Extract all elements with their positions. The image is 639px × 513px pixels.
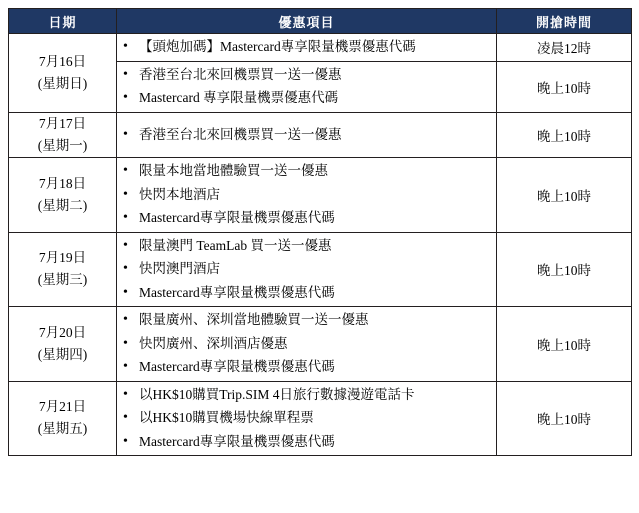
table-header <box>9 9 632 34</box>
date-line-primary: 7月19日 <box>38 250 87 266</box>
offer-items-cell <box>117 158 497 233</box>
date-cell <box>9 381 117 456</box>
list-item: • 以HK$10購買機場快線單程票 <box>117 408 496 429</box>
table-row <box>9 158 632 233</box>
table-row <box>9 112 632 158</box>
offer-items-cell <box>117 307 497 382</box>
offer-item-list <box>117 161 496 229</box>
date-cell <box>9 34 117 113</box>
column-header-start-time: 開搶時間 <box>497 9 632 34</box>
date-line-weekday: (星期四) <box>37 346 88 362</box>
date-line-weekday: (星期五) <box>37 421 88 437</box>
offer-item-list <box>117 65 496 109</box>
promo-schedule-table <box>8 8 632 456</box>
start-time-cell: 晚上10時 <box>497 232 632 307</box>
list-item: • 【頭炮加碼】Mastercard專享限量機票優惠代碼 <box>117 37 496 58</box>
date-line-primary: 7月21日 <box>38 399 87 415</box>
table-row <box>9 307 632 382</box>
start-time-cell: 凌晨12時 <box>497 34 632 62</box>
start-time-cell: 晚上10時 <box>497 112 632 158</box>
table-row <box>9 381 632 456</box>
table-row <box>9 232 632 307</box>
list-item: • Mastercard專享限量機票優惠代碼 <box>117 283 496 304</box>
list-item: • Mastercard專享限量機票優惠代碼 <box>117 357 496 378</box>
date-line-primary: 7月17日 <box>38 115 87 131</box>
list-item: • 快閃廣州、深圳酒店優惠 <box>117 334 496 355</box>
start-time-cell: 晚上10時 <box>497 158 632 233</box>
column-header-date: 日期 <box>9 9 117 34</box>
list-item: • Mastercard專享限量機票優惠代碼 <box>117 208 496 229</box>
table-body <box>9 34 632 456</box>
offer-items-cell <box>117 61 497 112</box>
list-item: • Mastercard專享限量機票優惠代碼 <box>117 432 496 453</box>
date-cell <box>9 232 117 307</box>
date-line-weekday: (星期三) <box>37 272 88 288</box>
list-item: • 香港至台北來回機票買一送一優惠 <box>117 125 496 146</box>
list-item: • 快閃本地酒店 <box>117 185 496 206</box>
date-line-primary: 7月18日 <box>38 175 87 191</box>
date-cell <box>9 112 117 158</box>
start-time-cell: 晚上10時 <box>497 61 632 112</box>
list-item: • 以HK$10購買Trip.SIM 4日旅行數據漫遊電話卡 <box>117 385 496 406</box>
date-line-primary: 7月20日 <box>38 324 87 340</box>
date-line-weekday: (星期二) <box>37 197 88 213</box>
offer-item-list <box>117 236 496 304</box>
table-row <box>9 34 632 62</box>
date-line-weekday: (星期日) <box>37 75 88 91</box>
column-header-offer-items: 優惠項目 <box>117 9 497 34</box>
list-item: • 限量澳門 TeamLab 買一送一優惠 <box>117 236 496 257</box>
offer-items-cell <box>117 34 497 62</box>
offer-item-list <box>117 310 496 378</box>
list-item: • 香港至台北來回機票買一送一優惠 <box>117 65 496 86</box>
offer-items-cell <box>117 112 497 158</box>
offer-item-list <box>117 125 496 146</box>
list-item: • 快閃澳門酒店 <box>117 259 496 280</box>
offer-items-cell <box>117 232 497 307</box>
list-item: • Mastercard 專享限量機票優惠代碼 <box>117 88 496 109</box>
table-header-row <box>9 9 632 34</box>
date-line-primary: 7月16日 <box>38 53 87 69</box>
offer-item-list <box>117 37 496 58</box>
start-time-cell: 晚上10時 <box>497 381 632 456</box>
offer-item-list <box>117 385 496 453</box>
start-time-cell: 晚上10時 <box>497 307 632 382</box>
offer-items-cell <box>117 381 497 456</box>
list-item: • 限量廣州、深圳當地體驗買一送一優惠 <box>117 310 496 331</box>
date-cell <box>9 158 117 233</box>
date-line-weekday: (星期一) <box>37 137 88 153</box>
list-item: • 限量本地當地體驗買一送一優惠 <box>117 161 496 182</box>
date-cell <box>9 307 117 382</box>
